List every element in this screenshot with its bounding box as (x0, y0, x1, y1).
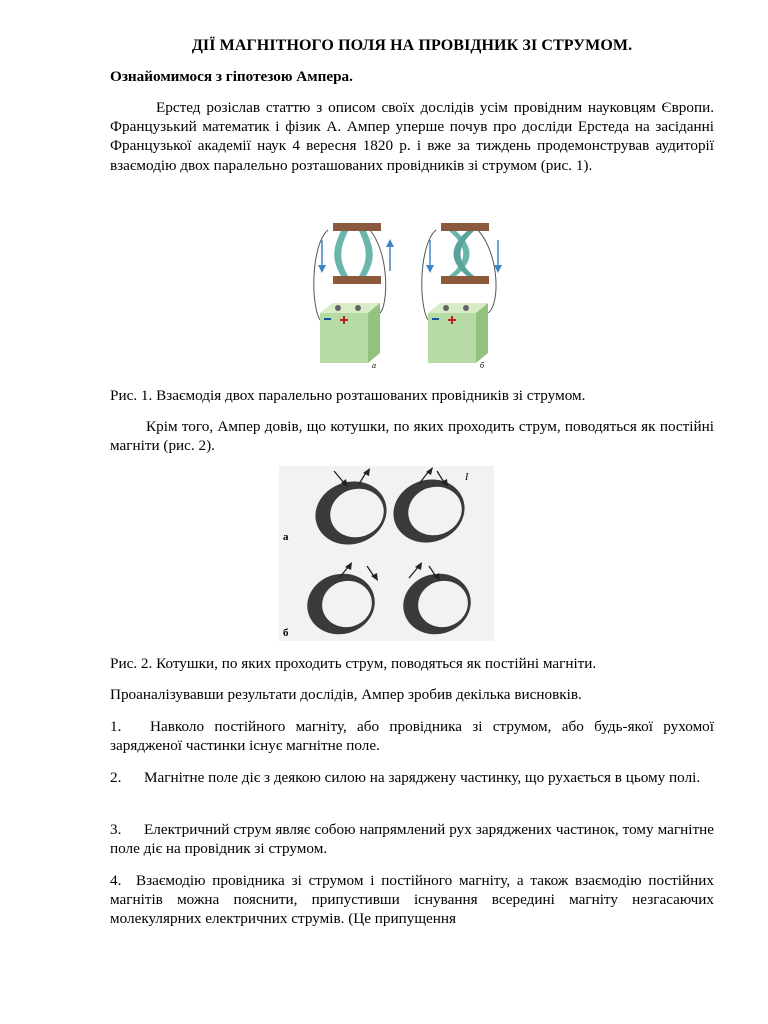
minus-icon (432, 318, 439, 320)
page-title: ДІЇ МАГНІТНОГО ПОЛЯ НА ПРОВІДНИК ЗІ СТРУМОМ. (191, 37, 633, 54)
figure-2-label-a: а (283, 531, 289, 543)
arrow-down-icon (426, 265, 434, 273)
list-item-text: Електричний струм являє собою напрямлений рух заряджених частинок, тому магнітне поле діє на провідник зі струмом. (110, 821, 714, 858)
list-item-number: 3. (110, 821, 122, 838)
figure-2-caption: Рис. 2. Котушки, по яких проходить струм, поводяться як постійні магніти. (110, 655, 597, 672)
figure-2-label-b: б (283, 627, 289, 639)
conductor-right-a (359, 231, 373, 276)
frame-top-a (333, 223, 381, 231)
paragraph-coils: Крім того, Ампер довів, що котушки, по яких проходить струм, поводяться як постійні магніти (рис. 2). (110, 418, 714, 455)
figure-1-caption: Рис. 1. Взаємодія двох паралельно розташованих провідників зі струмом. (110, 387, 586, 404)
list-item-number: 2. (110, 769, 122, 786)
list-item-text: Взаємодію провідника зі струмом і постійного магніту, а також взаємодію постійних магнітів можна пояснити, припустивши існування всередині магніту незгасаючих молекулярних електричних струмів. (Це припущення (110, 872, 714, 928)
list-item-number: 4. (110, 872, 122, 889)
current-label: I (465, 472, 469, 483)
setup-b (422, 223, 502, 370)
figure-2-illustration (279, 466, 494, 641)
figure-coils (279, 466, 494, 641)
list-item (110, 871, 714, 929)
figure-1-illustration (308, 205, 510, 375)
conductor-left-a (334, 231, 348, 276)
list-item (110, 820, 714, 858)
paragraph-conclusions: Проаналізувавши результати дослідів, Ампер зробив декілька висновків. (110, 686, 582, 703)
frame-top-b (441, 223, 489, 231)
list-item-text: Навколо постійного магніту, або провідника зі струмом, або будь-якої рухомої зарядженої частинки існує магнітне поле. (110, 718, 714, 755)
figure-1-label-b: б (480, 361, 485, 370)
frame-bottom-b (441, 276, 489, 284)
arrow-down-icon (318, 265, 326, 273)
frame-bottom-a (333, 276, 381, 284)
list-item-text: Магнітне поле діє з деякою силою на заряджену частинку, що рухається в цьому полі. (144, 769, 701, 786)
setup-a (314, 223, 394, 370)
section-subtitle: Ознайомимося з гіпотезою Ампера. (110, 68, 353, 85)
list-item-number: 1. (110, 718, 122, 735)
list-item (110, 717, 714, 755)
list-item (110, 768, 714, 787)
figure-1-label-a: а (372, 361, 376, 370)
paragraph-oersted: Ерстед розіслав статтю з описом своїх дослідів усім провідним науковцям Європи. Французький математик і фізик А. Ампер уперше почув про досліди Ерстеда на засіданні Французької академії наук 4 вересня 1820 р. і вже за тиждень продемонстрував аудиторії взаємодію двох паралельно розташованих провідників зі струмом (рис. 1). (110, 99, 714, 174)
figure-parallel-conductors (308, 205, 510, 375)
minus-icon (324, 318, 331, 320)
arrow-up-icon (386, 239, 394, 247)
